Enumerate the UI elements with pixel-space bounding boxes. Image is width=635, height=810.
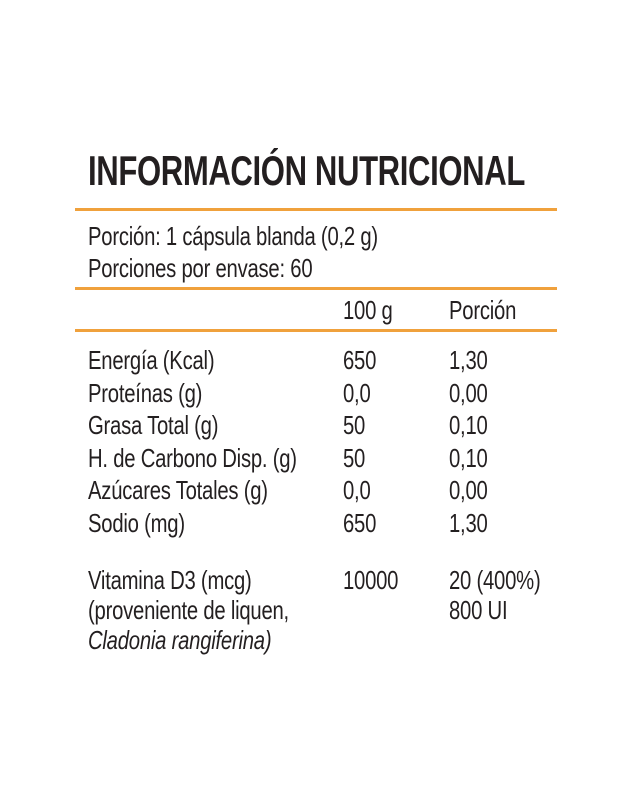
- value-100g: 650: [343, 507, 377, 538]
- page-title-text: INFORMACIÓN NUTRICIONAL: [88, 147, 525, 194]
- value-100g: 50: [343, 410, 366, 440]
- row-label: Proteínas (g): [88, 377, 203, 408]
- table-row: [75, 377, 557, 410]
- value-portion: 0,00: [449, 475, 488, 505]
- table-row: [75, 344, 557, 377]
- vitamin-name: Vitamina D3 (mcg): [88, 565, 252, 595]
- value-portion: 0,10: [449, 410, 488, 440]
- column-header-100g: 100 g: [343, 295, 393, 325]
- row-label: Sodio (mg): [88, 507, 185, 538]
- row-label: Azúcares Totales (g): [88, 475, 268, 505]
- nutrition-label: [75, 148, 557, 655]
- row-label: H. de Carbono Disp. (g): [88, 442, 297, 473]
- row-label: Energía (Kcal): [88, 345, 215, 375]
- value-100g: 50: [343, 442, 366, 473]
- divider-top: [75, 208, 557, 211]
- value-portion: 0,00: [449, 377, 488, 408]
- table-header-row: [75, 294, 557, 327]
- vitamin-value-portion: [449, 565, 566, 625]
- value-100g: 0,0: [343, 475, 371, 505]
- table-row: [75, 474, 557, 507]
- table-row: [75, 409, 557, 442]
- page-title: [75, 148, 557, 194]
- value-100g: 0,0: [343, 377, 371, 408]
- divider-above-header: [75, 287, 557, 290]
- value-portion: 1,30: [449, 345, 488, 375]
- vitamin-species: Cladonia rangiferina): [88, 625, 272, 655]
- vitamin-label: [75, 565, 343, 655]
- vitamin-row: [75, 565, 557, 655]
- value-portion: 1,30: [449, 507, 488, 538]
- value-100g: 650: [343, 345, 377, 375]
- vitamin-source: (proveniente de liquen,: [88, 595, 289, 625]
- table-row: [75, 507, 557, 540]
- column-header-portion: Porción: [449, 295, 517, 325]
- serving-info: [75, 220, 557, 284]
- nutrition-table: [75, 344, 557, 539]
- vitamin-value-100g: 10000: [343, 565, 399, 595]
- vitamin-portion-ui: 800 UI: [449, 595, 508, 625]
- divider-below-header: [75, 329, 557, 332]
- vitamin-portion-percent: 20 (400%): [449, 565, 541, 595]
- serving-portion-text: Porción: 1 cápsula blanda (0,2 g): [88, 221, 378, 251]
- servings-per-container-text: Porciones por envase: 60: [88, 253, 313, 283]
- table-row: [75, 442, 557, 475]
- value-portion: 0,10: [449, 442, 488, 473]
- row-label: Grasa Total (g): [88, 410, 219, 440]
